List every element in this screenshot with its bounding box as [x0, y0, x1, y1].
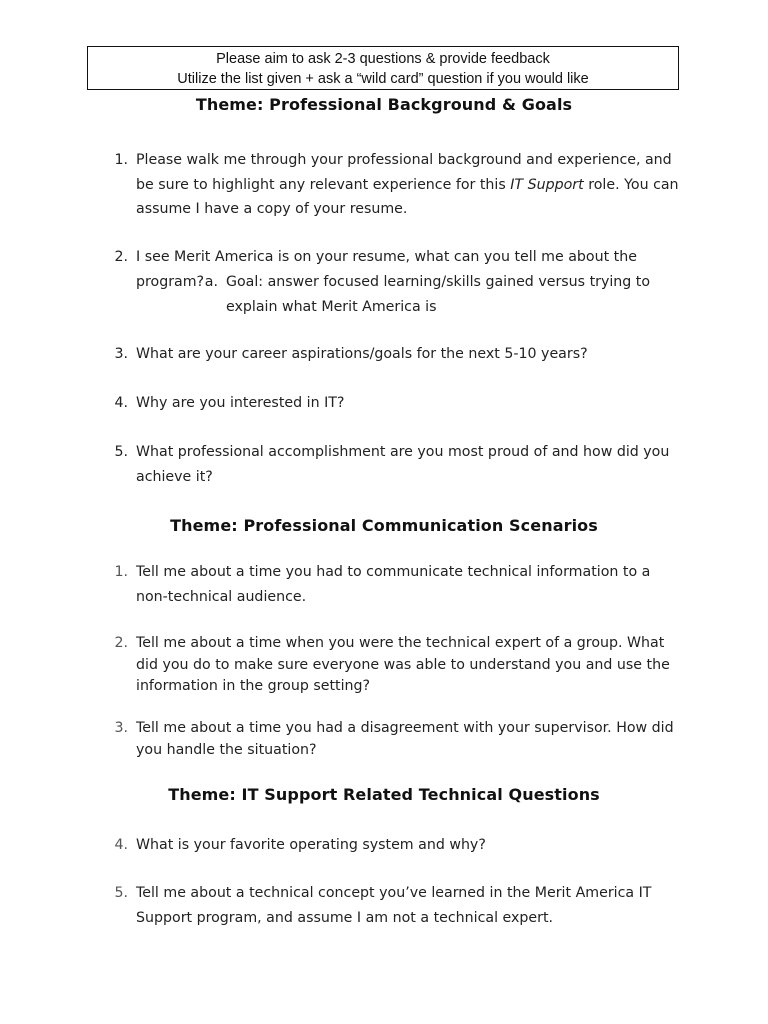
question-text: Why are you interested in IT?: [136, 395, 345, 411]
question-text: What are your career aspirations/goals for the next 5-10 years?: [136, 346, 588, 362]
question-number: 1.: [114, 152, 128, 168]
question-number: 1.: [114, 564, 128, 580]
question-text: I see Merit America is on your resume, what can you tell me about the program?: [136, 249, 637, 290]
question-text: Tell me about a technical concept you’ve learned in the Merit America IT Support program, and assume I am not a technical expert.: [136, 885, 652, 926]
section-heading-technical: Theme: IT Support Related Technical Questions: [168, 785, 600, 804]
sub-item-text: Goal: answer focused learning/skills gained versus trying to explain what Merit America is: [226, 274, 651, 315]
question-number: 5.: [114, 444, 128, 460]
question-number: 2.: [114, 635, 128, 651]
question-text: Tell me about a time you had to communicate technical information to a non-technical audience.: [136, 564, 651, 605]
section-heading-communication: Theme: Professional Communication Scenarios: [170, 516, 598, 535]
question-number: 5.: [114, 885, 128, 901]
question-text: What is your favorite operating system and why?: [136, 837, 486, 853]
question-number: 3.: [114, 346, 128, 362]
question-number: 4.: [114, 837, 128, 853]
question-text: What professional accomplishment are you most proud of and how did you achieve it?: [136, 444, 670, 485]
question-number: 4.: [114, 395, 128, 411]
section-heading-background: Theme: Professional Background & Goals: [195, 95, 573, 114]
question-number: 2.: [114, 249, 128, 265]
instructions-line-1: Please aim to ask 2-3 questions & provide feedback: [216, 51, 550, 67]
role-emphasis: IT Support: [510, 176, 584, 193]
question-text: Tell me about a time when you were the technical expert of a group. What did you do to make sure everyone was able to understand you and use the information in the group setting?: [136, 635, 670, 694]
instructions-line-2: Utilize the list given + ask a “wild card” question if you would like: [177, 71, 589, 87]
sub-item-letter: a.: [204, 274, 218, 290]
question-text: Tell me about a time you had a disagreement with your supervisor. How did you handle the situation?: [136, 720, 674, 758]
question-number: 3.: [114, 720, 128, 736]
instructions-box: [87, 46, 679, 90]
question-text: Please walk me through your professional background and experience, and be sure to highlight any relevant experience for this IT Support role. You can assume I have a copy of your resume.: [136, 152, 679, 217]
